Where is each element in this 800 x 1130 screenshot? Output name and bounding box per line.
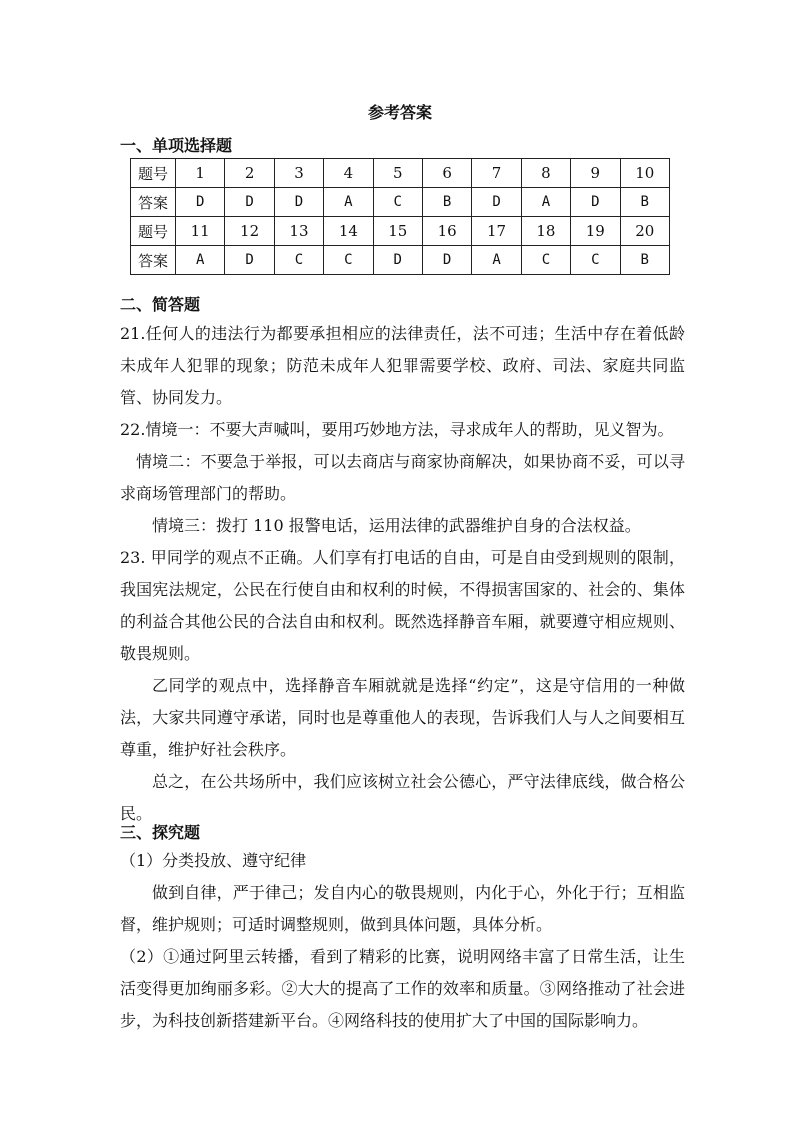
section-heading-choice: 一、单项选择题 [120, 136, 233, 155]
table-cell: 6 [422, 159, 471, 188]
table-cell: 17 [472, 217, 521, 246]
table-cell: D [571, 188, 620, 217]
table-cell: 1 [176, 159, 225, 188]
table-cell: C [373, 188, 422, 217]
answer-23-summary: 总之，在公共场所中，我们应该树立社会公德心，严守法律底线，做合格公民。 [120, 772, 685, 823]
table-cell: C [274, 246, 323, 275]
table-cell: 18 [521, 217, 570, 246]
table-cell: 8 [521, 159, 570, 188]
table-cell: A [472, 246, 521, 275]
table-cell: D [373, 246, 422, 275]
table-row-label: 题号 [131, 217, 176, 246]
table-cell: D [225, 188, 274, 217]
answer-table [130, 158, 670, 275]
table-row [131, 246, 670, 275]
table-cell: 10 [620, 159, 669, 188]
table-row [131, 159, 670, 188]
table-cell: 12 [225, 217, 274, 246]
table-cell: D [472, 188, 521, 217]
table-cell: D [176, 188, 225, 217]
answer-table-body [131, 159, 670, 275]
table-row [131, 217, 670, 246]
answer-22-scenario-3: 情境三：拨打 110 报警电话，运用法律的武器维护自身的合法权益。 [152, 516, 641, 535]
table-cell: D [225, 246, 274, 275]
table-cell: 3 [274, 159, 323, 188]
table-cell: C [324, 246, 373, 275]
table-row [131, 188, 670, 217]
table-cell: D [274, 188, 323, 217]
table-cell: 4 [324, 159, 373, 188]
table-cell: 2 [225, 159, 274, 188]
answer-23-part-2: 乙同学的观点中，选择静音车厢就就是选择“约定”，这是守信用的一种做法，大家共同遵守承诺，同时也是尊重他人的表现，告诉我们人与人之间要相互尊重，维护好社会秩序。 [120, 676, 685, 759]
table-cell: 5 [373, 159, 422, 188]
answer-22-scenario-2: 情境二：不要急于举报，可以去商店与商家协商解决，如果协商不妥，可以寻求商场管理部门的帮助。 [120, 452, 685, 503]
table-cell: D [422, 246, 471, 275]
table-cell: C [521, 246, 570, 275]
table-cell: 9 [571, 159, 620, 188]
table-cell: 20 [620, 217, 669, 246]
answer-22-scenario-1: 22.情境一：不要大声喊叫，要用巧妙地方法，寻求成年人的帮助，见义智为。 [120, 420, 674, 439]
table-cell: B [620, 246, 669, 275]
table-cell: A [521, 188, 570, 217]
page-title: 参考答案 [367, 103, 432, 122]
table-cell: 13 [274, 217, 323, 246]
table-cell: 11 [176, 217, 225, 246]
table-row-label: 题号 [131, 159, 176, 188]
section-heading-short-answer: 二、简答题 [120, 295, 201, 314]
table-row-label: 答案 [131, 188, 176, 217]
table-row-label: 答案 [131, 246, 176, 275]
answer-23-part-1: 23. 甲同学的观点不正确。人们享有打电话的自由，可是自由受到规则的限制，我国宪法规定，公民在行使自由和权利的时候，不得损害国家的、社会的、集体的利益合其他公民的合法自由和权利。既然选择静音车厢，就要遵守相应规则、敬畏规则。 [120, 548, 685, 663]
table-cell: 7 [472, 159, 521, 188]
table-cell: B [422, 188, 471, 217]
inquiry-2-answer: （2）①通过阿里云转播，看到了精彩的比赛，说明网络丰富了日常生活，让生活变得更加绚丽多彩。②大大的提高了工作的效率和质量。③网络推动了社会进步，为科技创新搭建新平台。④网络科技的使用扩大了中国的国际影响力。 [120, 947, 685, 1030]
answer-21: 21.任何人的违法行为都要承担相应的法律责任，法不可违；生活中存在着低龄未成年人犯罪的现象；防范未成年人犯罪需要学校、政府、司法、家庭共同监管、协同发力。 [120, 324, 685, 407]
table-cell: A [324, 188, 373, 217]
table-cell: 15 [373, 217, 422, 246]
inquiry-1-explanation: 做到自律，严于律己；发自内心的敬畏规则，内化于心，外化于行；互相监督，维护规则；可适时调整规则，做到具体问题，具体分析。 [120, 883, 685, 934]
table-cell: 14 [324, 217, 373, 246]
table-cell: A [176, 246, 225, 275]
table-cell: C [571, 246, 620, 275]
table-cell: 16 [422, 217, 471, 246]
section-heading-inquiry: 三、探究题 [120, 823, 201, 842]
table-cell: B [620, 188, 669, 217]
table-cell: 19 [571, 217, 620, 246]
inquiry-1-answer: （1）分类投放、遵守纪律 [120, 851, 307, 870]
